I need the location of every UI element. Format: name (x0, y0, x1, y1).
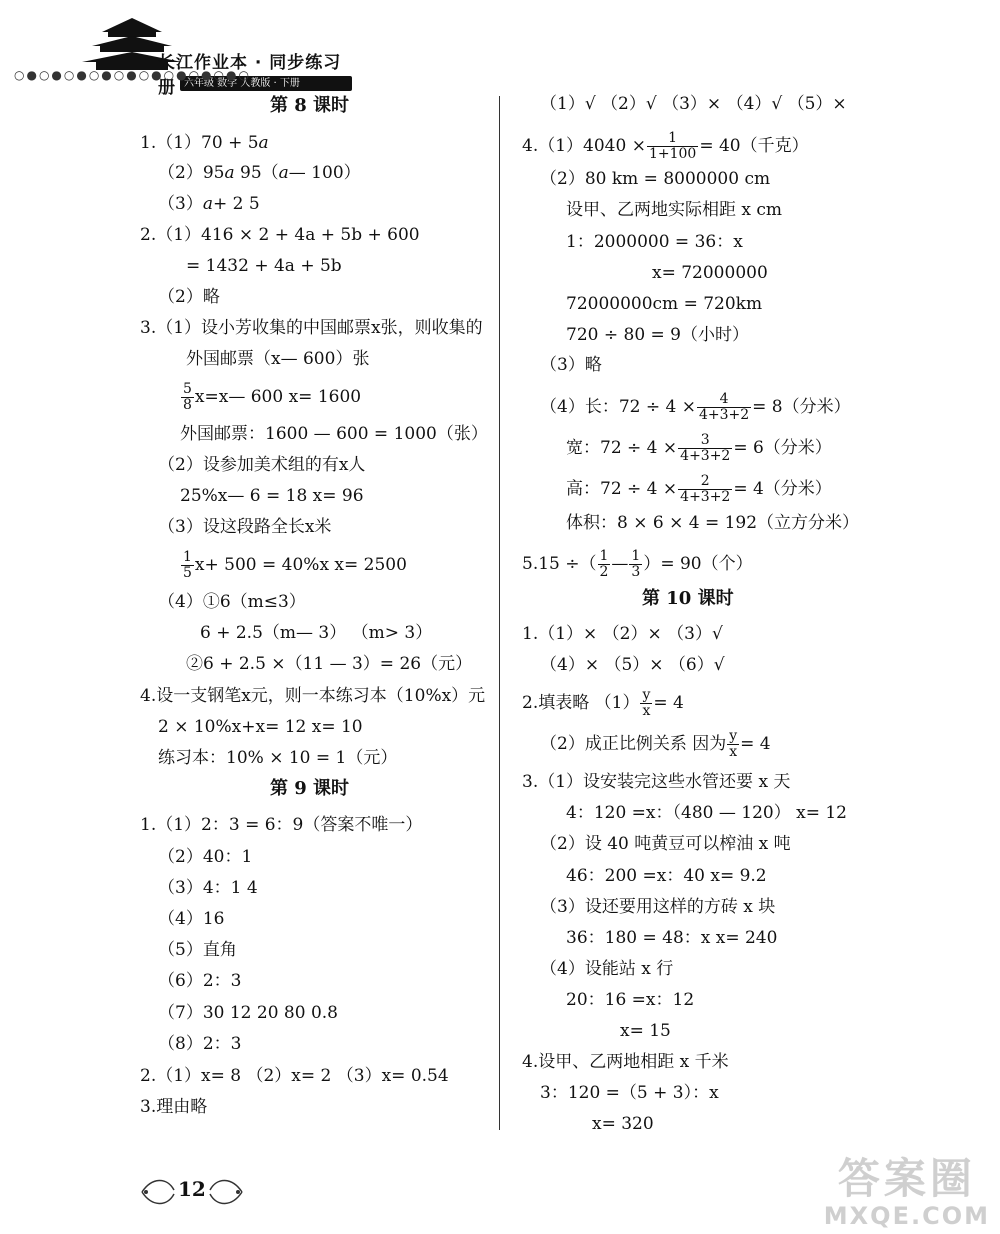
lesson-9-heading: 第 9 课时 (270, 778, 350, 799)
answer-line: （3）略 (540, 355, 602, 375)
answer-line: 20：16 =x：12 (566, 990, 695, 1010)
answer-line: ②6 + 2.5 ×（11 — 3）= 26（元） (186, 654, 473, 674)
answer-line: 4.（1）4040 × $\frac{1}{1+100}$ = 40（千克） (522, 130, 809, 162)
lesson-10-heading: 第 10 课时 (642, 588, 734, 609)
answer-line: 设甲、乙两地实际相距 x cm (566, 200, 783, 220)
fraction: $\frac{1}{3}$ (631, 548, 641, 580)
answer-line: 1：2000000 = 36：x (566, 232, 743, 252)
answer-line: 1.（1）× （2）× （3）√ (522, 624, 723, 644)
answer-line: 练习本：10% × 10 = 1（元） (158, 748, 398, 768)
fraction: $\frac{y}{x}$ (642, 687, 651, 719)
answer-line: 5.15 ÷（ $\frac{1}{2}$ — $\frac{1}{3}$ ）= 90（个） (522, 548, 753, 580)
fraction: $\frac{2}{4+3+2}$ (680, 473, 731, 505)
answer-line: 6 + 2.5（m— 3） （m> 3） (200, 623, 433, 643)
answer-line: $\frac{1}{5}$ x+ 500 = 40%x x= 2500 (183, 549, 407, 581)
answer-line: x= 320 (592, 1114, 654, 1134)
answer-line: 2 × 10%x+x= 12 x= 10 (158, 717, 363, 737)
answer-line: （4）长：72 ÷ 4 × $\frac{4}{4+3+2}$ = 8（分米） (540, 391, 851, 423)
answer-line: 2.填表略 （1） $\frac{y}{x}$ = 4 (522, 687, 684, 719)
page-number: 12 (178, 1177, 206, 1201)
fraction: $\frac{5}{8}$ (183, 381, 192, 413)
answer-line: 4.设甲、乙两地相距 x 千米 (522, 1052, 729, 1072)
fraction: $\frac{1}{5}$ (183, 549, 192, 581)
answer-line: （7）30 12 20 80 0.8 (158, 1003, 338, 1023)
answer-line: = 1432 + 4a + 5b (186, 256, 342, 276)
column-divider (499, 96, 500, 1130)
answer-line: （2）95a 95（a— 100） (158, 163, 361, 183)
answer-line: （4）设能站 x 行 (540, 959, 674, 979)
fraction: $\frac{4}{4+3+2}$ (698, 391, 750, 423)
answer-line: （3）4：1 4 (158, 878, 258, 898)
answer-line: 体积：8 × 6 × 4 = 192（立方分米） (566, 513, 860, 533)
fraction: $\frac{1}{2}$ (599, 548, 609, 580)
answer-line: 1.（1）2：3 = 6：9（答案不唯一） (140, 815, 423, 835)
answer-line: 1.（1）70 + 5a (140, 133, 269, 153)
watermark-top: 答案圈 (837, 1154, 976, 1203)
answer-line: 2.（1）416 × 2 + 4a + 5b + 600 (140, 225, 420, 245)
answer-line: 3.理由略 (140, 1097, 208, 1117)
answer-line: 72000000cm = 720km (566, 294, 763, 314)
answer-line: 3.（1）设安装完这些水管还要 x 天 (522, 772, 791, 792)
answer-line: 46：200 =x：40 x= 9.2 (566, 866, 767, 886)
header-title: 长江作业本 · 同步练习册 (158, 53, 342, 98)
fraction: $\frac{1}{1+100}$ (648, 130, 697, 162)
answer-line: （1）√ （2）√ （3）× （4）√ （5）× (540, 94, 847, 114)
answer-line: （8）2：3 (158, 1034, 242, 1054)
answer-line: （2）略 (158, 287, 220, 307)
answer-line: （2）成正比例关系 因为 $\frac{y}{x}$ = 4 (540, 728, 771, 760)
answer-line: （4）× （5）× （6）√ (540, 655, 725, 675)
answer-line: （3）a+ 2 5 (158, 194, 260, 214)
answer-line: 4：120 =x：（480 — 120） x= 12 (566, 803, 847, 823)
answer-line: 外国邮票：1600 — 600 = 1000（张） (180, 424, 488, 444)
answer-line: 3：120 =（5 + 3）：x (540, 1083, 719, 1103)
fraction: $\frac{y}{x}$ (729, 728, 738, 760)
header-subtitle: 六年级 数学 人教版 · 下册 (184, 78, 300, 89)
answer-line: $\frac{5}{8}$ x=x— 600 x= 1600 (183, 381, 362, 413)
answer-line: （6）2：3 (158, 971, 242, 991)
watermark-logo (824, 1156, 990, 1230)
answer-line: 宽：72 ÷ 4 × $\frac{3}{4+3+2}$ = 6（分米） (566, 432, 832, 464)
header-dots-decoration: ○●○●○●○●○●○●○●○●○●○ (14, 68, 251, 82)
answer-line: （4）16 (158, 909, 225, 929)
answer-line: （2）80 km = 8000000 cm (540, 169, 771, 189)
answer-line: 4.设一支钢笔x元，则一本练习本（10%x）元 (140, 686, 486, 706)
answer-line: 2.（1）x= 8 （2）x= 2 （3）x= 0.54 (140, 1066, 449, 1086)
answer-line: （2）设 40 吨黄豆可以榨油 x 吨 (540, 834, 791, 854)
answer-line: 720 ÷ 80 = 9（小时） (566, 325, 749, 345)
answer-line: x= 15 (620, 1021, 671, 1041)
answer-line: 外国邮票（x— 600）张 (186, 349, 370, 369)
answer-line: 高：72 ÷ 4 × $\frac{2}{4+3+2}$ = 4（分米） (566, 473, 832, 505)
answer-line: （4）①6（m≤3） (158, 592, 306, 612)
answer-line: （3）设还要用这样的方砖 x 块 (540, 897, 776, 917)
lesson-8-heading: 第 8 课时 (270, 95, 350, 116)
answer-line: 25%x— 6 = 18 x= 96 (180, 486, 364, 506)
answer-line: 36：180 = 48：x x= 240 (566, 928, 778, 948)
answer-line: （2）设参加美术组的有x人 (158, 455, 366, 475)
answer-line: 3.（1）设小芳收集的中国邮票x张，则收集的 (140, 318, 483, 338)
answer-line: x= 72000000 (652, 263, 768, 283)
fraction: $\frac{3}{4+3+2}$ (680, 432, 731, 464)
answer-line: （2）40：1 (158, 847, 253, 867)
answer-line: （3）设这段路全长x米 (158, 517, 332, 537)
answer-line: （5）直角 (158, 940, 237, 960)
watermark-bottom: MXQE.COM (823, 1202, 990, 1230)
